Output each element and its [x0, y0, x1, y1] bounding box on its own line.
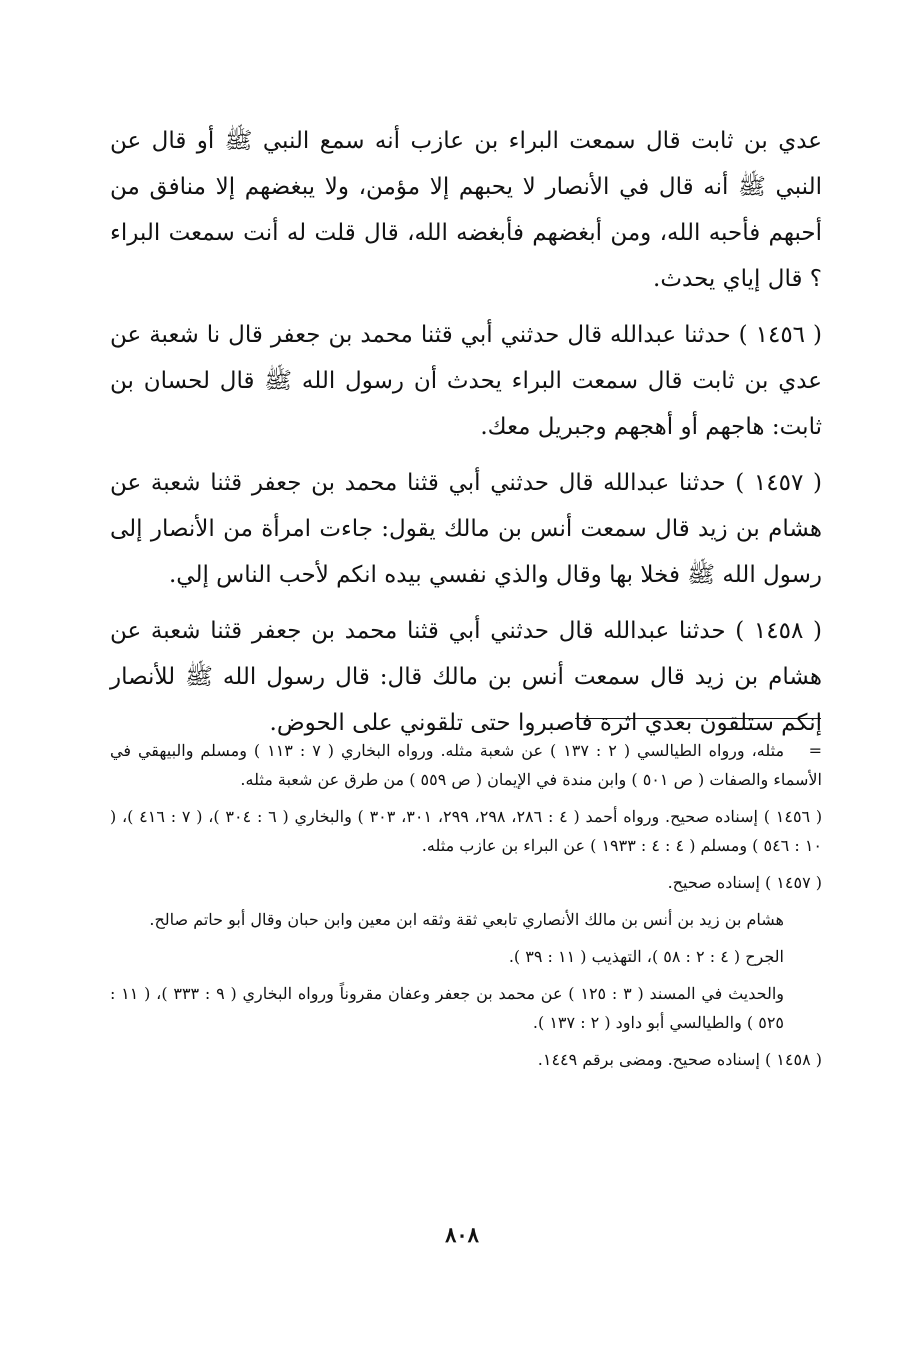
footnote-narrator-note: هشام بن زيد بن أنس بن مالك الأنصاري تابعي ثقة وثقه ابن معين وابن حبان وقال أبو حاتم صالح.: [149, 910, 784, 929]
footnote-1457: ( ١٤٥٧ ) إسناده صحيح.: [667, 873, 822, 892]
hadith-1456: ( ١٤٥٦ ) حدثنا عبدالله قال حدثني أبي قثنا محمد بن جعفر قال نا شعبة عن عدي بن ثابت قال سمعت البراء يحدث أن رسول الله ﷺ قال لحسان بن ثابت: هاجهم أو أهجهم وجبريل معك.: [110, 322, 822, 440]
page-number: ٨٠٨: [445, 1222, 479, 1247]
footnote-1458: ( ١٤٥٨ ) إسناده صحيح. ومضى برقم ١٤٤٩.: [537, 1050, 822, 1069]
footnote-continuation: [110, 736, 822, 794]
footnote-1456: ( ١٤٥٦ ) إسناده صحيح. ورواه أحمد ( ٤ : ٢٨٦، ٢٩٨، ٢٩٩، ٣٠١، ٣٠٣ ) والبخاري ( ٦ : ٣٠٤ )، ( ٧ : ٤١٦ )، ( ١٠ : ٥٤٦ ) ومسلم ( ٤ : ٤ : ١٩٣٣ ) عن البراء بن عازب مثله.: [110, 807, 823, 855]
main-text: [110, 118, 822, 756]
hadith-1457: ( ١٤٥٧ ) حدثنا عبدالله قال حدثني أبي قثنا محمد بن جعفر قثنا شعبة عن هشام بن زيد قال سمعت أنس بن مالك يقول: جاءت امرأة من الأنصار إلى رسول الله ﷺ فخلا بها وقال والذي نفسي بيده انكم لأحب الناس إلي.: [110, 470, 822, 588]
footnote-text: مثله، ورواه الطيالسي ( ٢ : ١٣٧ ) عن شعبة مثله. ورواه البخاري ( ٧ : ١١٣ ) ومسلم والبيهقي في الأسماء والصفات ( ص ٥٠١ ) وابن مندة في الإيمان ( ص ٥٥٩ ) من طرق عن شعبة مثله.: [110, 741, 822, 789]
footnotes: [110, 736, 822, 1082]
footnote-musnad-note: والحديث في المسند ( ٣ : ١٢٥ ) عن محمد بن جعفر وعفان مقروناً ورواه البخاري ( ٩ : ٣٣٣ )، ( ١١ : ٥٢٥ ) والطيالسي أبو داود ( ٢ : ١٣٧ ).: [110, 984, 785, 1032]
paragraph-continuation: عدي بن ثابت قال سمعت البراء بن عازب أنه سمع النبي ﷺ أو قال عن النبي ﷺ أنه قال في الأنصار لا يحبهم إلا مؤمن، ولا يبغضهم إلا منافق من أحبهم فأحبه الله، ومن أبغضهم فأبغضه الله، قال قلت له أنت سمعت البراء ؟ قال إياي يحدث.: [110, 128, 822, 292]
hadith-1458: ( ١٤٥٨ ) حدثنا عبدالله قال حدثني أبي قثنا محمد بن جعفر قثنا شعبة عن هشام بن زيد قال سمعت أنس بن مالك قال: قال رسول الله ﷺ للأنصار إنكم ستلقون بعدي اثرة فاصبروا حتى تلقوني على الحوض.: [110, 618, 822, 736]
footnote-separator: [575, 718, 821, 719]
footnote-references: الجرح ( ٤ : ٢ : ٥٨ )، التهذيب ( ١١ : ٣٩ ).: [508, 947, 784, 966]
continuation-mark: =: [808, 741, 823, 760]
